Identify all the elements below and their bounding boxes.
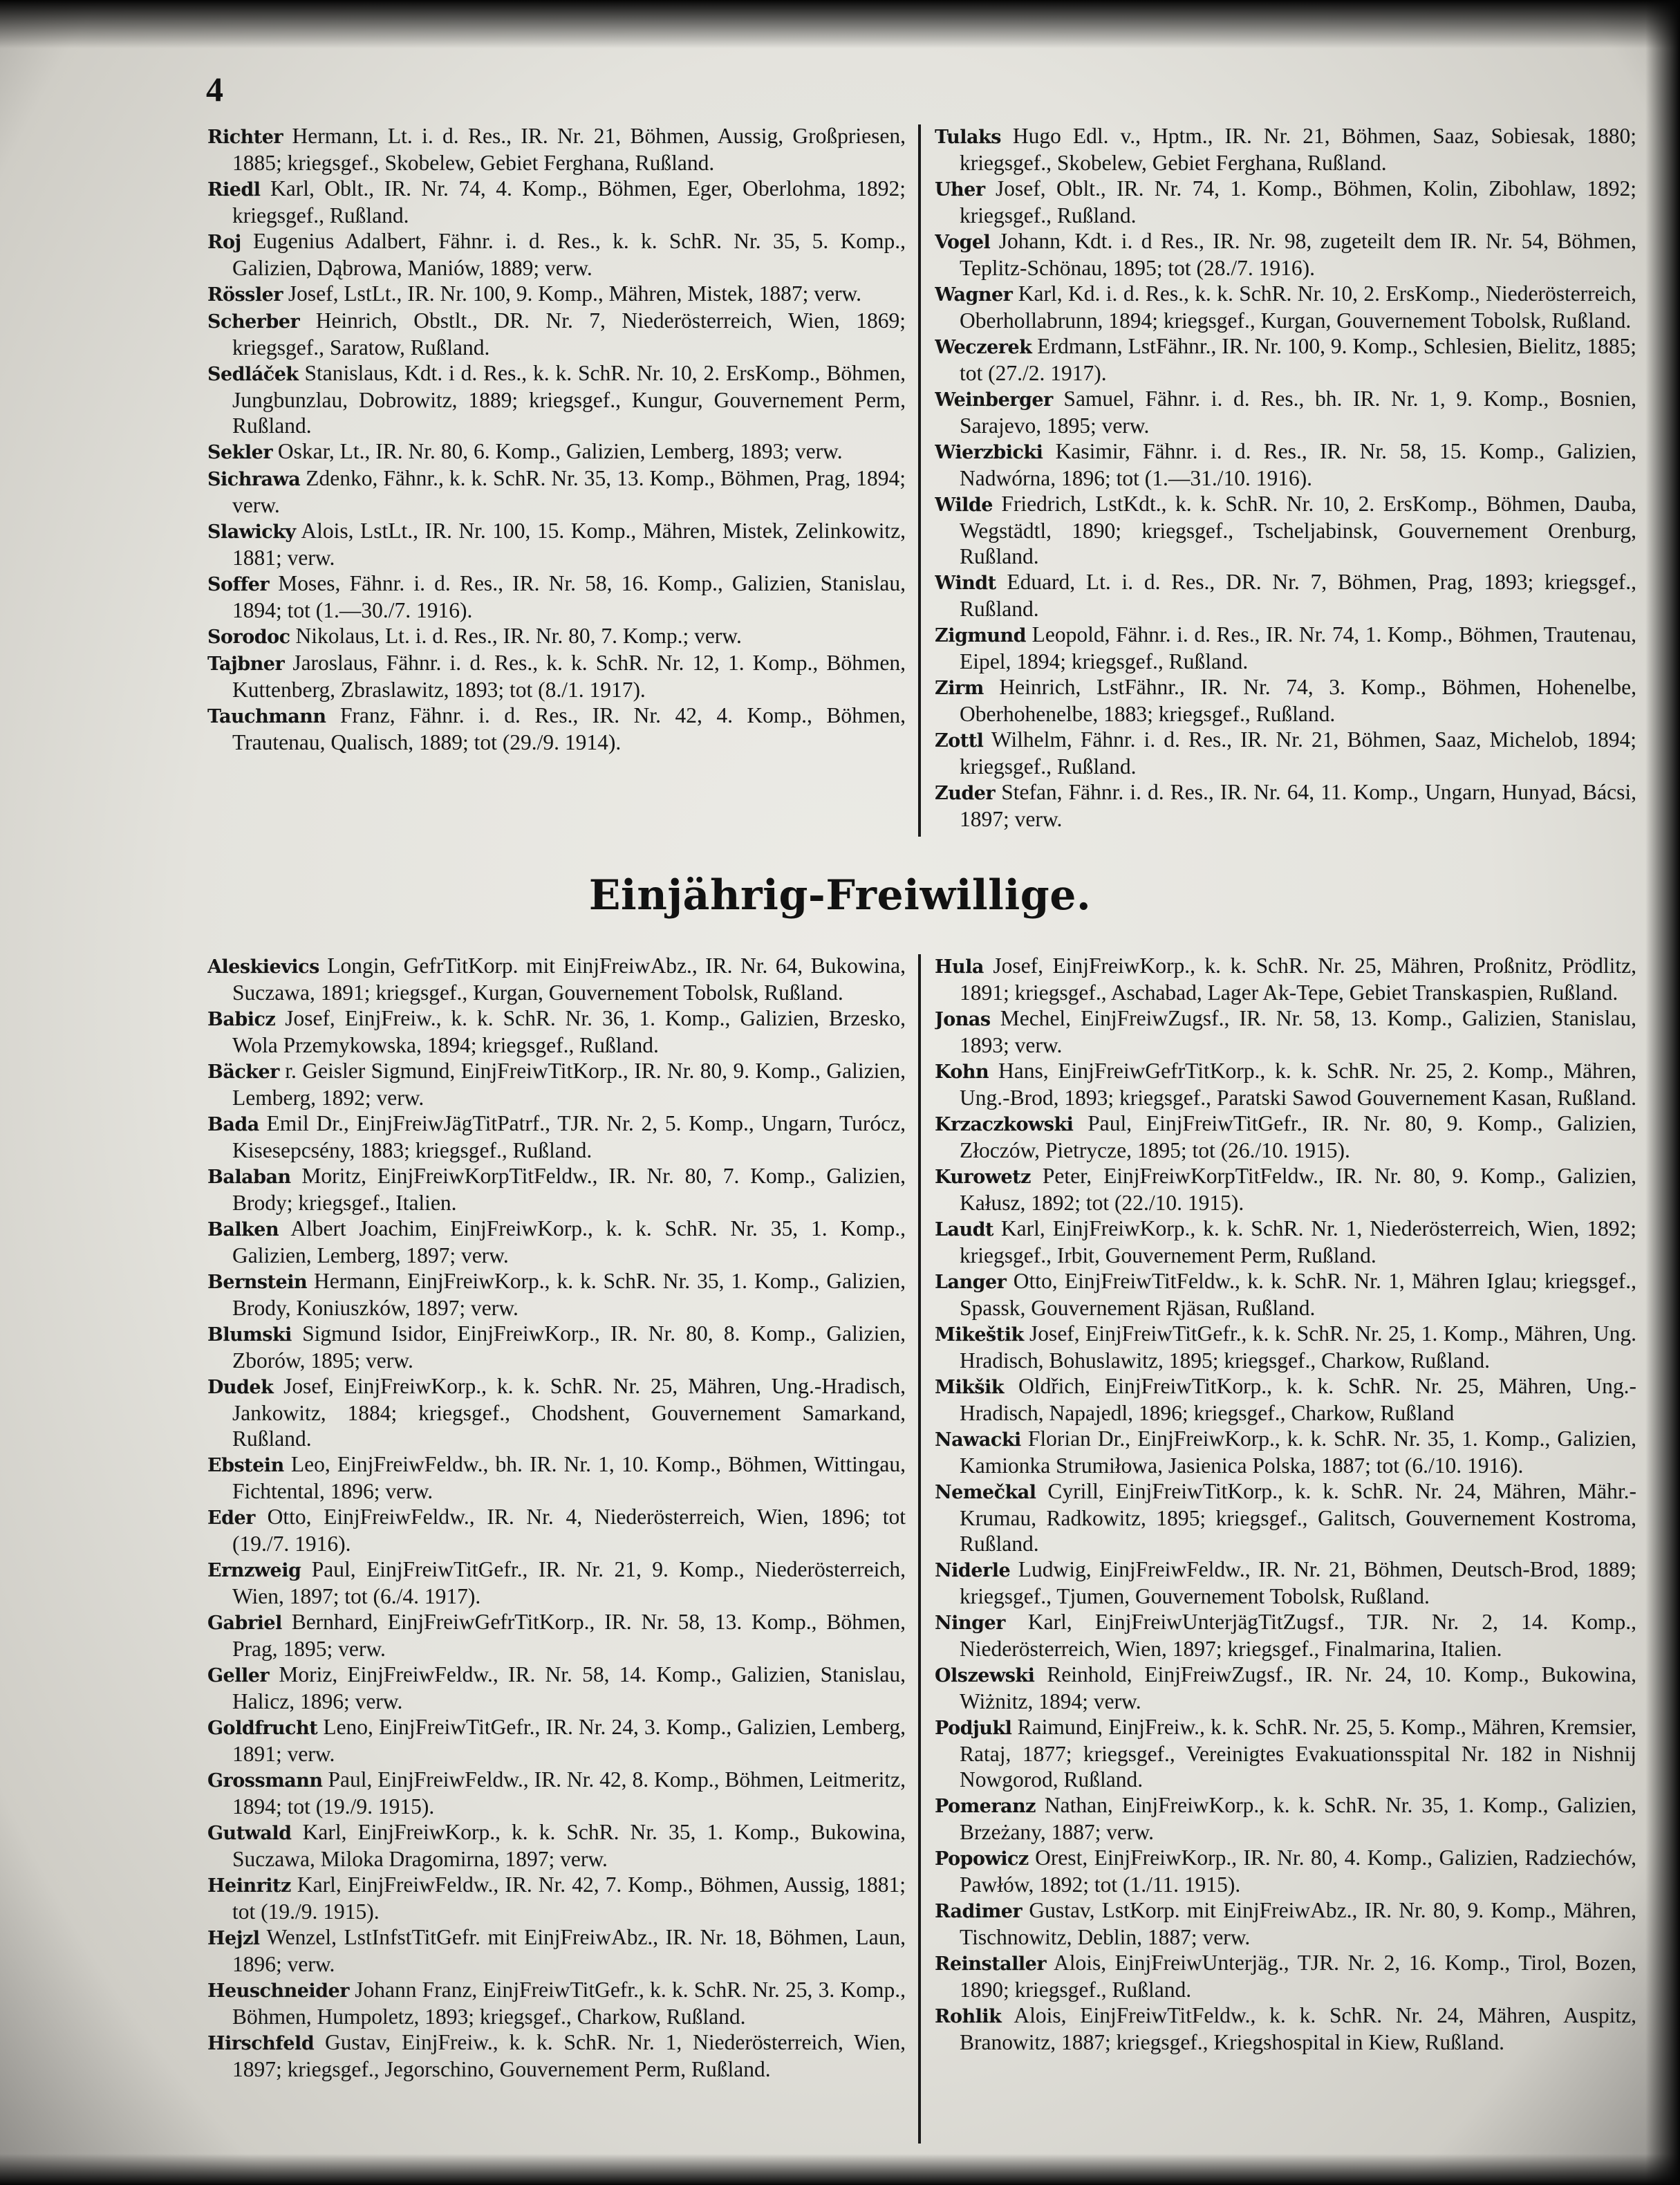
entry-details: Mechel, EinjFreiwZugsf., IR. Nr. 58, 13. Komp., Galizien, Stanislau, 1893; verw. bbox=[960, 1006, 1636, 1057]
list-entry bbox=[207, 308, 906, 360]
list-entry bbox=[935, 1897, 1636, 1950]
entry-details: Josef, EinjFreiw., k. k. SchR. Nr. 36, 1. Komp., Galizien, Brzesko, Wola Przemykowska, 1894; kriegsgef., Rußland. bbox=[232, 1006, 906, 1057]
entry-surname: Laudt bbox=[935, 1219, 993, 1240]
entry-surname: Sorodoc bbox=[207, 626, 290, 648]
entry-surname: Vogel bbox=[935, 232, 991, 253]
list-entry bbox=[935, 569, 1636, 622]
entry-details: Moriz, EinjFreiwFeldw., IR. Nr. 58, 14. Komp., Galizien, Stanislau, Halicz, 1896; verw. bbox=[232, 1662, 906, 1713]
list-entry bbox=[207, 1058, 906, 1110]
entry-details: Paul, EinjFreiwTitGefr., IR. Nr. 80, 9. Komp., Galizien, Złoczów, Pietrycze, 1895; tot (26./10. 1915). bbox=[960, 1111, 1636, 1162]
list-entry bbox=[935, 1792, 1636, 1845]
scan-shadow-top bbox=[0, 0, 1680, 48]
list-entry bbox=[935, 1845, 1636, 1897]
list-entry bbox=[207, 281, 906, 308]
officer-list-right-column bbox=[935, 123, 1636, 835]
entry-surname: Riedl bbox=[207, 179, 261, 201]
entry-surname: Tulaks bbox=[935, 127, 1001, 148]
list-entry bbox=[207, 1872, 906, 1924]
entry-details: Bernhard, EinjFreiwGefrTitKorp., IR. Nr. 58, 13. Komp., Böhmen, Prag, 1895; verw. bbox=[232, 1610, 906, 1661]
list-entry bbox=[935, 1609, 1636, 1662]
entry-details: Nikolaus, Lt. i. d. Res., IR. Nr. 80, 7. Komp.; verw. bbox=[290, 624, 742, 648]
list-entry bbox=[935, 176, 1636, 228]
entry-surname: Kurowetz bbox=[935, 1166, 1031, 1188]
entry-surname: Grossmann bbox=[207, 1770, 323, 1792]
list-entry bbox=[935, 123, 1636, 176]
list-entry bbox=[935, 727, 1636, 779]
entry-surname: Roj bbox=[207, 232, 241, 253]
entry-details: Oldřich, EinjFreiwTitKorp., k. k. SchR. Nr. 25, Mähren, Ung.-Hradisch, Napajedl, 1896; kriegsgef., Charkow, Rußland bbox=[960, 1374, 1636, 1425]
list-entry bbox=[935, 386, 1636, 438]
entry-surname: Blumski bbox=[207, 1324, 292, 1346]
list-entry bbox=[207, 1216, 906, 1268]
entry-details: Raimund, EinjFreiw., k. k. SchR. Nr. 25, 5. Komp., Mähren, Kremsier, Rataj, 1877; kriegsgef., Vereinigtes Evakuationsspital Nr. 182 in Nishnij Nowgorod, Rußland. bbox=[960, 1715, 1636, 1792]
list-entry bbox=[207, 2029, 906, 2082]
entry-surname: Wierzbicki bbox=[935, 442, 1043, 463]
list-entry bbox=[207, 1924, 906, 1977]
list-entry bbox=[935, 491, 1636, 569]
entry-surname: Mikeštik bbox=[935, 1324, 1024, 1346]
entry-details: Leno, EinjFreiwTitGefr., IR. Nr. 24, 3. Komp., Galizien, Lemberg, 1891; verw. bbox=[232, 1715, 906, 1766]
list-entry bbox=[935, 779, 1636, 832]
entry-surname: Hejzl bbox=[207, 1928, 260, 1949]
list-entry bbox=[935, 1714, 1636, 1792]
entry-details: Josef, EinjFreiwKorp., k. k. SchR. Nr. 25, Mähren, Ung.-Hradisch, Jankowitz, 1884; kriegsgef., Chodshent, Gouvernement Samarkand, Rußland. bbox=[232, 1374, 906, 1451]
entry-details: Emil Dr., EinjFreiwJägTitPatrf., TJR. Nr. 2, 5. Komp., Ungarn, Turócz, Kisesepcsény, 1883; kriegsgef., Rußland. bbox=[232, 1111, 906, 1162]
entry-surname: Krzaczkowski bbox=[935, 1114, 1074, 1135]
entry-details: Karl, EinjFreiwFeldw., IR. Nr. 42, 7. Komp., Böhmen, Aussig, 1881; tot (19./9. 1915). bbox=[232, 1872, 906, 1924]
entry-details: Cyrill, EinjFreiwTitKorp., k. k. SchR. Nr. 24, Mähren, Mähr.-Krumau, Radkowitz, 1895; kriegsgef., Galitsch, Gouvernement Kostroma, Rußland. bbox=[960, 1479, 1636, 1556]
entry-surname: Sedláček bbox=[207, 364, 299, 385]
entry-surname: Jonas bbox=[935, 1009, 991, 1030]
entry-surname: Tajbner bbox=[207, 653, 285, 675]
entry-surname: Wagner bbox=[935, 284, 1013, 306]
list-entry bbox=[207, 1005, 906, 1058]
entry-surname: Slawicky bbox=[207, 521, 296, 543]
list-entry bbox=[207, 518, 906, 570]
list-entry bbox=[935, 1058, 1636, 1110]
entry-details: Wenzel, LstInfstTitGefr. mit EinjFreiwAbz., IR. Nr. 18, Böhmen, Laun, 1896; verw. bbox=[232, 1925, 906, 1976]
entry-surname: Gabriel bbox=[207, 1612, 282, 1634]
list-entry bbox=[207, 1268, 906, 1321]
entry-surname: Rohlik bbox=[935, 2006, 1002, 2027]
entry-details: Zdenko, Fähnr., k. k. SchR. Nr. 35, 13. Komp., Böhmen, Prag, 1894; verw. bbox=[232, 466, 906, 517]
entry-surname: Soffer bbox=[207, 574, 270, 595]
entry-details: Moses, Fähnr. i. d. Res., IR. Nr. 58, 16. Komp., Galizien, Stanislau, 1894; tot (1.—30./7. 1916). bbox=[232, 571, 906, 622]
entry-details: Leo, EinjFreiwFeldw., bh. IR. Nr. 1, 10. Komp., Böhmen, Wittingau, Fichtental, 1896; verw. bbox=[232, 1452, 906, 1503]
entry-details: Friedrich, LstKdt., k. k. SchR. Nr. 10, 2. ErsKomp., Böhmen, Dauba, Wegstädtl, 1890; kriegsgef., Tscheljabinsk, Gouvernement Orenburg, Rußland. bbox=[960, 492, 1636, 568]
entry-details: Alois, LstLt., IR. Nr. 100, 15. Komp., Mähren, Mistek, Zelinkowitz, 1881; verw. bbox=[232, 519, 906, 570]
entry-surname: Scherber bbox=[207, 311, 300, 333]
entry-surname: Pomeranz bbox=[935, 1796, 1036, 1817]
entry-details: Alois, EinjFreiwUnterjäg., TJR. Nr. 2, 16. Komp., Tirol, Bozen, 1890; kriegsgef., Rußland. bbox=[960, 1951, 1636, 2002]
list-entry bbox=[207, 953, 906, 1005]
entry-details: Nathan, EinjFreiwKorp., k. k. SchR. Nr. 35, 1. Komp., Galizien, Brzeżany, 1887; verw. bbox=[960, 1793, 1636, 1844]
entry-details: Jaroslaus, Fähnr. i. d. Res., k. k. SchR. Nr. 12, 1. Komp., Böhmen, Kuttenberg, Zbraslawitz, 1893; tot (8./1. 1917). bbox=[232, 651, 906, 702]
entry-surname: Bada bbox=[207, 1114, 259, 1135]
entry-details: r. Geisler Sigmund, EinjFreiwTitKorp., IR. Nr. 80, 9. Komp., Galizien, Lemberg, 1892; verw. bbox=[232, 1059, 906, 1110]
entry-details: Longin, GefrTitKorp. mit EinjFreiwAbz., IR. Nr. 64, Bukowina, Suczawa, 1891; kriegsgef., Kurgan, Gouvernement Tobolsk, Rußland. bbox=[232, 954, 906, 1005]
entry-surname: Radimer bbox=[935, 1901, 1023, 1922]
entry-surname: Ebstein bbox=[207, 1455, 284, 1476]
list-entry bbox=[207, 1556, 906, 1609]
entry-surname: Heinritz bbox=[207, 1875, 291, 1897]
list-entry bbox=[935, 1662, 1636, 1714]
entry-details: Kasimir, Fähnr. i. d. Res., IR. Nr. 58, 15. Komp., Galizien, Nadwórna, 1896; tot (1.—31./10. 1916). bbox=[960, 439, 1636, 490]
entry-details: Albert Joachim, EinjFreiwKorp., k. k. SchR. Nr. 35, 1. Komp., Galizien, Lemberg, 1897; verw. bbox=[232, 1216, 906, 1267]
list-entry bbox=[207, 1110, 906, 1163]
entry-details: Karl, EinjFreiwUnterjägTitZugsf., TJR. Nr. 2, 14. Komp., Niederösterreich, Wien, 1897; kriegsgef., Finalmarina, Italien. bbox=[960, 1610, 1636, 1661]
entry-details: Karl, EinjFreiwKorp., k. k. SchR. Nr. 35, 1. Komp., Bukowina, Suczawa, Milоka Dragomirna, 1897; verw. bbox=[232, 1820, 906, 1871]
list-entry bbox=[207, 438, 906, 465]
list-entry bbox=[935, 674, 1636, 727]
entry-surname: Gutwald bbox=[207, 1823, 292, 1844]
list-entry bbox=[207, 650, 906, 703]
list-entry bbox=[207, 1504, 906, 1556]
entry-details: Hans, EinjFreiwGefrTitKorp., k. k. SchR. Nr. 25, 2. Komp., Mähren, Ung.-Brod, 1893; kriegsgef., Paratski Sawod Gouvernement Kasan, Rußland. bbox=[960, 1059, 1636, 1110]
list-entry bbox=[207, 360, 906, 438]
list-entry bbox=[207, 1767, 906, 1819]
entry-surname: Hula bbox=[935, 956, 984, 978]
entry-details: Erdmann, LstFähnr., IR. Nr. 100, 9. Komp., Schlesien, Bielitz, 1885; tot (27./2. 1917). bbox=[960, 334, 1636, 385]
entry-surname: Olszewski bbox=[935, 1665, 1035, 1686]
list-entry bbox=[935, 1478, 1636, 1556]
entry-details: Josef, EinjFreiwTitGefr., k. k. SchR. Nr. 25, 1. Komp., Mähren, Ung. Hradisch, Bohuslawitz, 1895; kriegsgef., Charkow, Rußland. bbox=[960, 1321, 1636, 1373]
entry-details: Josef, EinjFreiwKorp., k. k. SchR. Nr. 25, Mähren, Proßnitz, Prödlitz, 1891; kriegsgef., Aschabad, Lager Ak-Tepe, Gebiet Transkaspien, Rußland. bbox=[960, 954, 1636, 1005]
entry-details: Eugenius Adalbert, Fähnr. i. d. Res., k. k. SchR. Nr. 35, 5. Komp., Galizien, Dąbrowa, Maniów, 1889; verw. bbox=[232, 229, 906, 280]
entry-surname: Dudek bbox=[207, 1377, 274, 1398]
list-entry bbox=[935, 228, 1636, 281]
entry-surname: Zuder bbox=[935, 783, 996, 804]
scan-shadow-bottom bbox=[0, 2154, 1680, 2185]
entry-surname: Geller bbox=[207, 1665, 270, 1686]
scan-shadow-right bbox=[1645, 0, 1680, 2185]
entry-details: Peter, EinjFreiwKorpTitFeldw., IR. Nr. 80, 9. Komp., Galizien, Kałusz, 1892; tot (22./10. 1915). bbox=[960, 1164, 1636, 1215]
entry-details: Karl, Kd. i. d. Res., k. k. SchR. Nr. 10, 2. ErsKomp., Niederösterreich, Oberhollabrunn, 1894; kriegsgef., Kurgan, Gouvernement Tobolsk, Rußland. bbox=[960, 281, 1636, 333]
list-entry bbox=[207, 1609, 906, 1662]
entry-surname: Kohn bbox=[935, 1061, 989, 1083]
entry-details: Gustav, LstKorp. mit EinjFreiwAbz., IR. Nr. 80, 9. Komp., Mähren, Tischnowitz, Deblin, 1887; verw. bbox=[960, 1898, 1636, 1949]
entry-surname: Popowicz bbox=[935, 1848, 1029, 1870]
entry-surname: Weinberger bbox=[935, 389, 1053, 411]
entry-details: Reinhold, EinjFreiwZugsf., IR. Nr. 24, 10. Komp., Bukowina, Wiżnitz, 1894; verw. bbox=[960, 1662, 1636, 1713]
entry-surname: Nemečkal bbox=[935, 1482, 1036, 1503]
entry-details: Hugo Edl. v., Hptm., IR. Nr. 21, Böhmen, Saaz, Sobiesak, 1880; kriegsgef., Skobelew, Gebiet Ferghana, Rußland. bbox=[960, 124, 1636, 175]
entry-surname: Heuschneider bbox=[207, 1980, 349, 2002]
list-entry bbox=[935, 1950, 1636, 2002]
entry-surname: Wilde bbox=[935, 494, 993, 516]
entry-details: Samuel, Fähnr. i. d. Res., bh. IR. Nr. 1, 9. Komp., Bosnien, Sarajevo, 1895; verw. bbox=[960, 387, 1636, 438]
entry-surname: Tauchmann bbox=[207, 706, 326, 727]
entry-details: Ludwig, EinjFreiwFeldw., IR. Nr. 21, Böhmen, Deutsch-Brod, 1889; kriegsgef., Tjumen, Gouvernement Tobolsk, Rußland. bbox=[960, 1557, 1636, 1608]
volunteer-list-left-column bbox=[207, 953, 906, 2144]
entry-details: Leopold, Fähnr. i. d. Res., IR. Nr. 74, 1. Komp., Böhmen, Trautenau, Eipel, 1894; kriegsgef., Rußland. bbox=[960, 622, 1636, 673]
entry-surname: Zigmund bbox=[935, 625, 1027, 647]
entry-surname: Richter bbox=[207, 127, 283, 148]
entry-details: Johann Franz, EinjFreiwTitGefr., k. k. SchR. Nr. 25, 3. Komp., Böhmen, Humpoletz, 1893; kriegsgef., Charkow, Rußland. bbox=[232, 1978, 906, 2029]
entry-details: Otto, EinjFreiwTitFeldw., k. k. SchR. Nr. 1, Mähren Iglau; kriegsgef., Spassk, Gouvernement Rjäsan, Rußland. bbox=[960, 1269, 1636, 1320]
entry-details: Otto, EinjFreiwFeldw., IR. Nr. 4, Niederösterreich, Wien, 1896; tot (19./7. 1916). bbox=[232, 1505, 906, 1556]
entry-surname: Balaban bbox=[207, 1166, 291, 1188]
entry-details: Eduard, Lt. i. d. Res., DR. Nr. 7, Böhmen, Prag, 1893; kriegsgef., Rußland. bbox=[960, 570, 1636, 621]
entry-surname: Bäcker bbox=[207, 1061, 279, 1083]
list-entry bbox=[207, 176, 906, 228]
entry-details: Franz, Fähnr. i. d. Res., IR. Nr. 42, 4. Komp., Böhmen, Trautenau, Qualisch, 1889; tot (29./9. 1914). bbox=[232, 703, 906, 754]
entry-details: Hermann, EinjFreiwKorp., k. k. SchR. Nr. 35, 1. Komp., Galizien, Brody, Koniuszków, 1897; verw. bbox=[232, 1269, 906, 1320]
entry-details: Alois, EinjFreiwTitFeldw., k. k. SchR. Nr. 24, Mähren, Auspitz, Branowitz, 1887; kriegsgef., Kriegshospital in Kiew, Rußland. bbox=[960, 2003, 1636, 2054]
entry-surname: Zottl bbox=[935, 730, 984, 752]
entry-surname: Rössler bbox=[207, 284, 283, 306]
list-entry bbox=[207, 623, 906, 650]
list-entry bbox=[207, 465, 906, 518]
list-entry bbox=[935, 2002, 1636, 2055]
entry-surname: Goldfrucht bbox=[207, 1718, 318, 1739]
list-entry bbox=[935, 1321, 1636, 1373]
entry-details: Hermann, Lt. i. d. Res., IR. Nr. 21, Böhmen, Aussig, Großpriesen, 1885; kriegsgef., Skobelew, Gebiet Ferghana, Rußland. bbox=[232, 124, 906, 175]
entry-details: Karl, Oblt., IR. Nr. 74, 4. Komp., Böhmen, Eger, Oberlohma, 1892; kriegsgef., Rußland. bbox=[232, 176, 906, 227]
entry-details: Johann, Kdt. i. d Res., IR. Nr. 98, zugeteilt dem IR. Nr. 54, Böhmen, Teplitz-Schönau, 1895; tot (28./7. 1916). bbox=[960, 229, 1636, 280]
list-entry bbox=[207, 570, 906, 623]
list-entry bbox=[935, 281, 1636, 333]
volunteer-list-right-column bbox=[935, 953, 1636, 2144]
entry-surname: Windt bbox=[935, 573, 996, 594]
entry-details: Josef, LstLt., IR. Nr. 100, 9. Komp., Mähren, Mistek, 1887; verw. bbox=[283, 281, 862, 306]
entry-surname: Aleskievics bbox=[207, 956, 319, 978]
section-heading: Einjährig-Freiwillige. bbox=[588, 871, 1092, 920]
page-number: 4 bbox=[206, 70, 223, 109]
entry-surname: Bernstein bbox=[207, 1272, 308, 1293]
column-divider-top bbox=[918, 124, 921, 837]
entry-details: Wilhelm, Fähnr. i. d. Res., IR. Nr. 21, Böhmen, Saaz, Michelob, 1894; kriegsgef., Rußland. bbox=[960, 727, 1636, 779]
list-entry bbox=[207, 1714, 906, 1767]
entry-details: Heinrich, LstFähnr., IR. Nr. 74, 3. Komp., Böhmen, Hohenelbe, Oberhohenelbe, 1883; kriegsgef., Rußland. bbox=[960, 675, 1636, 726]
entry-details: Sigmund Isidor, EinjFreiwKorp., IR. Nr. 80, 8. Komp., Galizien, Zborów, 1895; verw. bbox=[232, 1321, 906, 1373]
entry-details: Paul, EinjFreiwTitGefr., IR. Nr. 21, 9. Komp., Niederösterreich, Wien, 1897; tot (6./4. 1917). bbox=[232, 1557, 906, 1608]
entry-surname: Hirschfeld bbox=[207, 2033, 315, 2054]
entry-details: Heinrich, Obstlt., DR. Nr. 7, Niederösterreich, Wien, 1869; kriegsgef., Saratow, Rußland. bbox=[232, 308, 906, 360]
entry-surname: Langer bbox=[935, 1272, 1007, 1293]
list-entry bbox=[935, 1163, 1636, 1216]
list-entry bbox=[935, 1373, 1636, 1426]
entry-details: Stanislaus, Kdt. i d. Res., k. k. SchR. Nr. 10, 2. ErsKomp., Böhmen, Jungbunzlau, Dobrowitz, 1889; kriegsgef., Kungur, Gouvernement Perm, Rußland. bbox=[232, 361, 906, 438]
list-entry bbox=[935, 622, 1636, 674]
entry-surname: Niderle bbox=[935, 1560, 1011, 1581]
list-entry bbox=[207, 1321, 906, 1373]
entry-details: Paul, EinjFreiwFeldw., IR. Nr. 42, 8. Komp., Böhmen, Leitmeritz, 1894; tot (19./9. 1915). bbox=[232, 1767, 906, 1819]
list-entry bbox=[207, 1163, 906, 1216]
list-entry bbox=[935, 1110, 1636, 1163]
entry-details: Stefan, Fähnr. i. d. Res., IR. Nr. 64, 11. Komp., Ungarn, Hunyad, Bácsi, 1897; verw. bbox=[960, 780, 1636, 831]
list-entry bbox=[935, 1005, 1636, 1058]
list-entry bbox=[207, 123, 906, 176]
entry-surname: Balken bbox=[207, 1219, 279, 1240]
entry-surname: Weczerek bbox=[935, 337, 1032, 358]
list-entry bbox=[935, 953, 1636, 1005]
entry-surname: Nawacki bbox=[935, 1429, 1021, 1451]
entry-surname: Babicz bbox=[207, 1009, 276, 1030]
list-entry bbox=[935, 1216, 1636, 1268]
list-entry bbox=[935, 438, 1636, 491]
list-entry bbox=[207, 1451, 906, 1504]
entry-details: Moritz, EinjFreiwKorpTitFeldw., IR. Nr. 80, 7. Komp., Galizien, Brody; kriegsgef., Italien. bbox=[232, 1164, 906, 1215]
entry-surname: Reinstaller bbox=[935, 1953, 1047, 1975]
entry-surname: Mikšik bbox=[935, 1377, 1005, 1398]
entry-surname: Zirm bbox=[935, 678, 984, 699]
list-entry bbox=[207, 1662, 906, 1714]
entry-details: Josef, Oblt., IR. Nr. 74, 1. Komp., Böhmen, Kolin, Zibohlaw, 1892; kriegsgef., Rußland. bbox=[960, 176, 1636, 227]
entry-surname: Sichrawa bbox=[207, 469, 301, 490]
list-entry bbox=[207, 228, 906, 281]
list-entry bbox=[935, 1426, 1636, 1478]
entry-surname: Ninger bbox=[935, 1612, 1005, 1634]
entry-details: Florian Dr., EinjFreiwKorp., k. k. SchR. Nr. 35, 1. Komp., Galizien, Kamionka Strumiłowa, Jasienica Polska, 1887; tot (6./10. 1916). bbox=[960, 1426, 1636, 1478]
entry-surname: Eder bbox=[207, 1507, 255, 1529]
list-entry bbox=[935, 333, 1636, 386]
entry-details: Orest, EinjFreiwKorp., IR. Nr. 80, 4. Komp., Galizien, Radziechów, Pawłów, 1892; tot (1./11. 1915). bbox=[960, 1845, 1636, 1897]
list-entry bbox=[207, 1819, 906, 1872]
entry-surname: Uher bbox=[935, 179, 985, 201]
list-entry bbox=[207, 1373, 906, 1451]
list-entry bbox=[207, 1977, 906, 2029]
column-divider-bottom bbox=[918, 954, 921, 2144]
entry-surname: Podjukl bbox=[935, 1718, 1012, 1739]
entry-details: Oskar, Lt., IR. Nr. 80, 6. Komp., Galizien, Lemberg, 1893; verw. bbox=[272, 439, 843, 463]
list-entry bbox=[207, 703, 906, 755]
entry-details: Karl, EinjFreiwKorp., k. k. SchR. Nr. 1, Niederösterreich, Wien, 1892; kriegsgef., Irbit, Gouvernement Perm, Rußland. bbox=[960, 1216, 1636, 1267]
officer-list-left-column bbox=[207, 123, 906, 835]
entry-surname: Sekler bbox=[207, 442, 273, 463]
list-entry bbox=[935, 1268, 1636, 1321]
entry-details: Gustav, EinjFreiw., k. k. SchR. Nr. 1, Niederösterreich, Wien, 1897; kriegsgef., Jegorschino, Gouvernement Perm, Rußland. bbox=[232, 2030, 906, 2081]
list-entry bbox=[935, 1556, 1636, 1609]
entry-surname: Ernzweig bbox=[207, 1560, 301, 1581]
